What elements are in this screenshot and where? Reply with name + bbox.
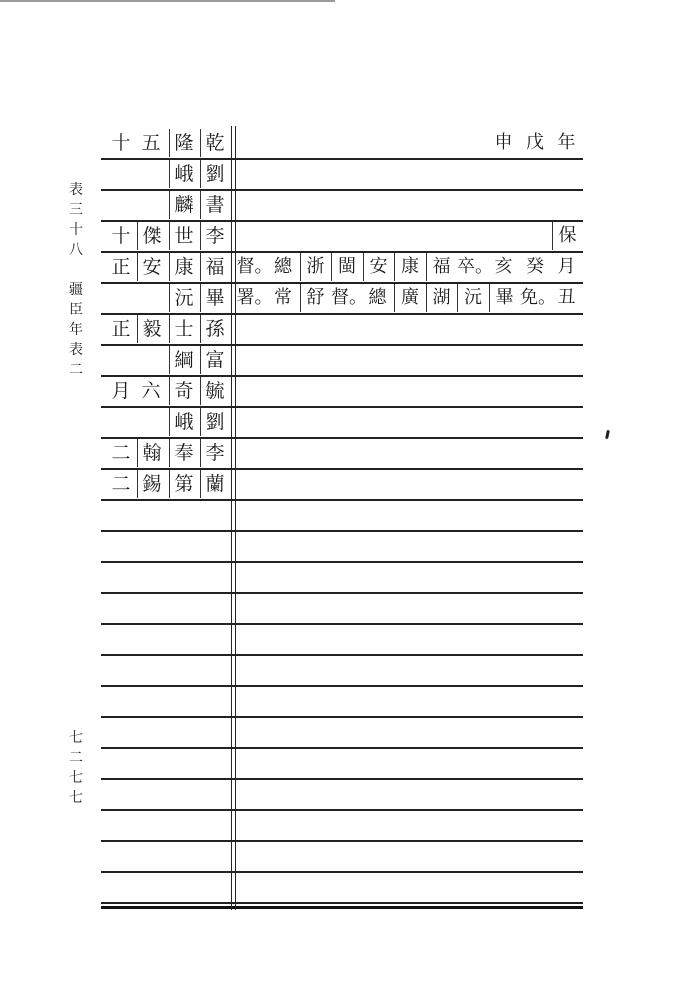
name-char: 峨 bbox=[169, 160, 198, 188]
event-char: 畢 bbox=[489, 284, 520, 312]
name-cell bbox=[101, 252, 231, 282]
event-char: 丑 bbox=[557, 287, 576, 308]
name-char: 錫 bbox=[137, 470, 166, 498]
event-char: 卒。 bbox=[457, 256, 493, 277]
page-number-char: 七 bbox=[69, 790, 83, 806]
table-row bbox=[101, 314, 583, 344]
name-char: 奉 bbox=[169, 439, 198, 467]
table-rule bbox=[101, 623, 583, 625]
event-char: 亥 bbox=[494, 256, 513, 277]
table-rule bbox=[101, 685, 583, 687]
event-char: 月 bbox=[557, 256, 576, 277]
name-char: 二 bbox=[111, 473, 131, 495]
name-char bbox=[137, 284, 165, 312]
event-char: 癸 bbox=[526, 256, 544, 277]
event-cell bbox=[233, 376, 583, 406]
table-row bbox=[101, 252, 583, 282]
event-char: 戊 bbox=[526, 132, 544, 153]
event-char: 閩 bbox=[331, 253, 362, 281]
name-char: 福 bbox=[200, 253, 229, 281]
event-cell bbox=[233, 252, 583, 282]
name-char: 峨 bbox=[169, 408, 198, 436]
event-char: 安 bbox=[363, 253, 394, 281]
name-char: 劉 bbox=[200, 408, 229, 436]
name-char bbox=[137, 408, 165, 436]
side-title-char: 三 bbox=[69, 202, 83, 218]
name-char: 劉 bbox=[200, 160, 229, 188]
event-char: 舒 bbox=[300, 284, 331, 312]
name-char: 安 bbox=[137, 253, 166, 281]
name-cell bbox=[101, 221, 231, 251]
table-rule bbox=[101, 747, 583, 749]
name-char: 五 bbox=[141, 132, 161, 154]
event-cell bbox=[233, 221, 583, 251]
table-rule bbox=[101, 809, 583, 811]
name-char: 康 bbox=[169, 253, 198, 281]
name-cell bbox=[101, 407, 231, 437]
table-rule bbox=[101, 840, 583, 842]
side-title-char: 表 bbox=[69, 182, 83, 198]
table-row bbox=[101, 376, 583, 406]
event-cell bbox=[233, 190, 583, 220]
table-row bbox=[101, 221, 583, 251]
name-char: 翰 bbox=[137, 439, 166, 467]
event-char: 年 bbox=[557, 132, 576, 153]
name-cell bbox=[101, 345, 231, 375]
name-char bbox=[107, 346, 135, 374]
event-char: 沅 bbox=[457, 284, 488, 312]
event-char: 督。 bbox=[236, 256, 273, 277]
name-char: 富 bbox=[200, 346, 229, 374]
event-char: 免。 bbox=[520, 287, 556, 308]
event-char: 廣 bbox=[394, 284, 425, 312]
ink-speck bbox=[605, 430, 610, 439]
event-char: 總 bbox=[274, 256, 292, 277]
name-char: 畢 bbox=[200, 284, 229, 312]
side-title-char: 二 bbox=[69, 362, 83, 378]
name-char bbox=[137, 160, 165, 188]
side-title-char: 年 bbox=[69, 322, 83, 338]
event-char: 保 bbox=[552, 222, 583, 250]
event-char: 湖 bbox=[426, 284, 457, 312]
name-char: 李 bbox=[200, 222, 229, 250]
side-title-char: 八 bbox=[69, 242, 83, 258]
table-row bbox=[101, 128, 583, 158]
name-char bbox=[107, 191, 135, 219]
name-char: 月 bbox=[111, 380, 131, 402]
table-row bbox=[101, 345, 583, 375]
event-cell bbox=[233, 159, 583, 189]
name-char: 李 bbox=[200, 439, 229, 467]
name-cell bbox=[101, 128, 231, 158]
name-char: 孫 bbox=[200, 315, 229, 343]
table-rule bbox=[101, 561, 583, 563]
name-char: 毓 bbox=[200, 377, 229, 405]
name-char: 第 bbox=[169, 470, 198, 498]
name-char bbox=[137, 346, 165, 374]
table-rule bbox=[101, 530, 583, 532]
event-char: 常 bbox=[274, 287, 292, 308]
side-title-char: 疆 bbox=[69, 282, 83, 298]
table-rule bbox=[101, 499, 583, 501]
name-char: 隆 bbox=[169, 129, 198, 157]
table-row bbox=[101, 159, 583, 189]
name-cell bbox=[101, 376, 231, 406]
event-cell bbox=[233, 469, 583, 499]
name-char: 世 bbox=[169, 222, 198, 250]
event-cell bbox=[233, 283, 583, 313]
table-row bbox=[101, 469, 583, 499]
name-cell bbox=[101, 314, 231, 344]
side-title bbox=[66, 180, 86, 380]
event-cell bbox=[233, 345, 583, 375]
name-char: 沅 bbox=[169, 284, 198, 312]
event-char: 福 bbox=[426, 253, 457, 281]
event-cell bbox=[233, 128, 583, 158]
name-char: 正 bbox=[111, 256, 131, 278]
table-row bbox=[101, 190, 583, 220]
name-char: 蘭 bbox=[200, 470, 229, 498]
name-char: 傑 bbox=[137, 222, 166, 250]
name-char: 綱 bbox=[169, 346, 198, 374]
page-number-char: 七 bbox=[69, 770, 83, 786]
event-char: 署。 bbox=[236, 287, 273, 308]
name-cell bbox=[101, 438, 231, 468]
name-char bbox=[137, 191, 165, 219]
table-rule bbox=[101, 592, 583, 594]
event-char: 浙 bbox=[300, 253, 331, 281]
table-rule bbox=[101, 871, 583, 873]
name-char bbox=[107, 160, 135, 188]
table-row bbox=[101, 438, 583, 468]
name-char: 士 bbox=[169, 315, 198, 343]
name-cell bbox=[101, 283, 231, 313]
name-char bbox=[107, 284, 135, 312]
name-char: 奇 bbox=[169, 377, 198, 405]
table-rule bbox=[101, 902, 583, 904]
page-number-char: 七 bbox=[69, 730, 83, 746]
side-title-char: 十 bbox=[69, 222, 83, 238]
name-char: 乾 bbox=[200, 129, 229, 157]
table-rule bbox=[101, 778, 583, 780]
side-title-char: 臣 bbox=[69, 302, 83, 318]
table-row bbox=[101, 283, 583, 313]
name-char: 毅 bbox=[137, 315, 166, 343]
event-char: 申 bbox=[494, 132, 513, 153]
scan-edge-line bbox=[0, 0, 335, 2]
name-cell bbox=[101, 469, 231, 499]
name-char: 十 bbox=[111, 225, 131, 247]
side-title-char bbox=[66, 260, 86, 280]
table-rule bbox=[101, 716, 583, 718]
event-cell bbox=[233, 438, 583, 468]
page-number bbox=[66, 728, 86, 808]
name-cell bbox=[101, 159, 231, 189]
page-number-char: 二 bbox=[69, 750, 83, 766]
event-char: 康 bbox=[394, 253, 425, 281]
event-char: 督。 bbox=[331, 287, 367, 308]
table-row bbox=[101, 407, 583, 437]
name-char bbox=[107, 408, 135, 436]
event-cell bbox=[233, 407, 583, 437]
name-char: 二 bbox=[111, 442, 131, 464]
name-cell bbox=[101, 190, 231, 220]
table-rule bbox=[101, 654, 583, 656]
event-cell bbox=[233, 314, 583, 344]
name-char: 麟 bbox=[169, 191, 198, 219]
name-char: 正 bbox=[111, 318, 131, 340]
name-char: 六 bbox=[141, 380, 161, 402]
name-char: 書 bbox=[200, 191, 229, 219]
side-title-char: 表 bbox=[69, 342, 83, 358]
table-rule bbox=[101, 906, 583, 909]
event-char: 總 bbox=[368, 287, 387, 308]
name-char: 十 bbox=[111, 132, 131, 154]
